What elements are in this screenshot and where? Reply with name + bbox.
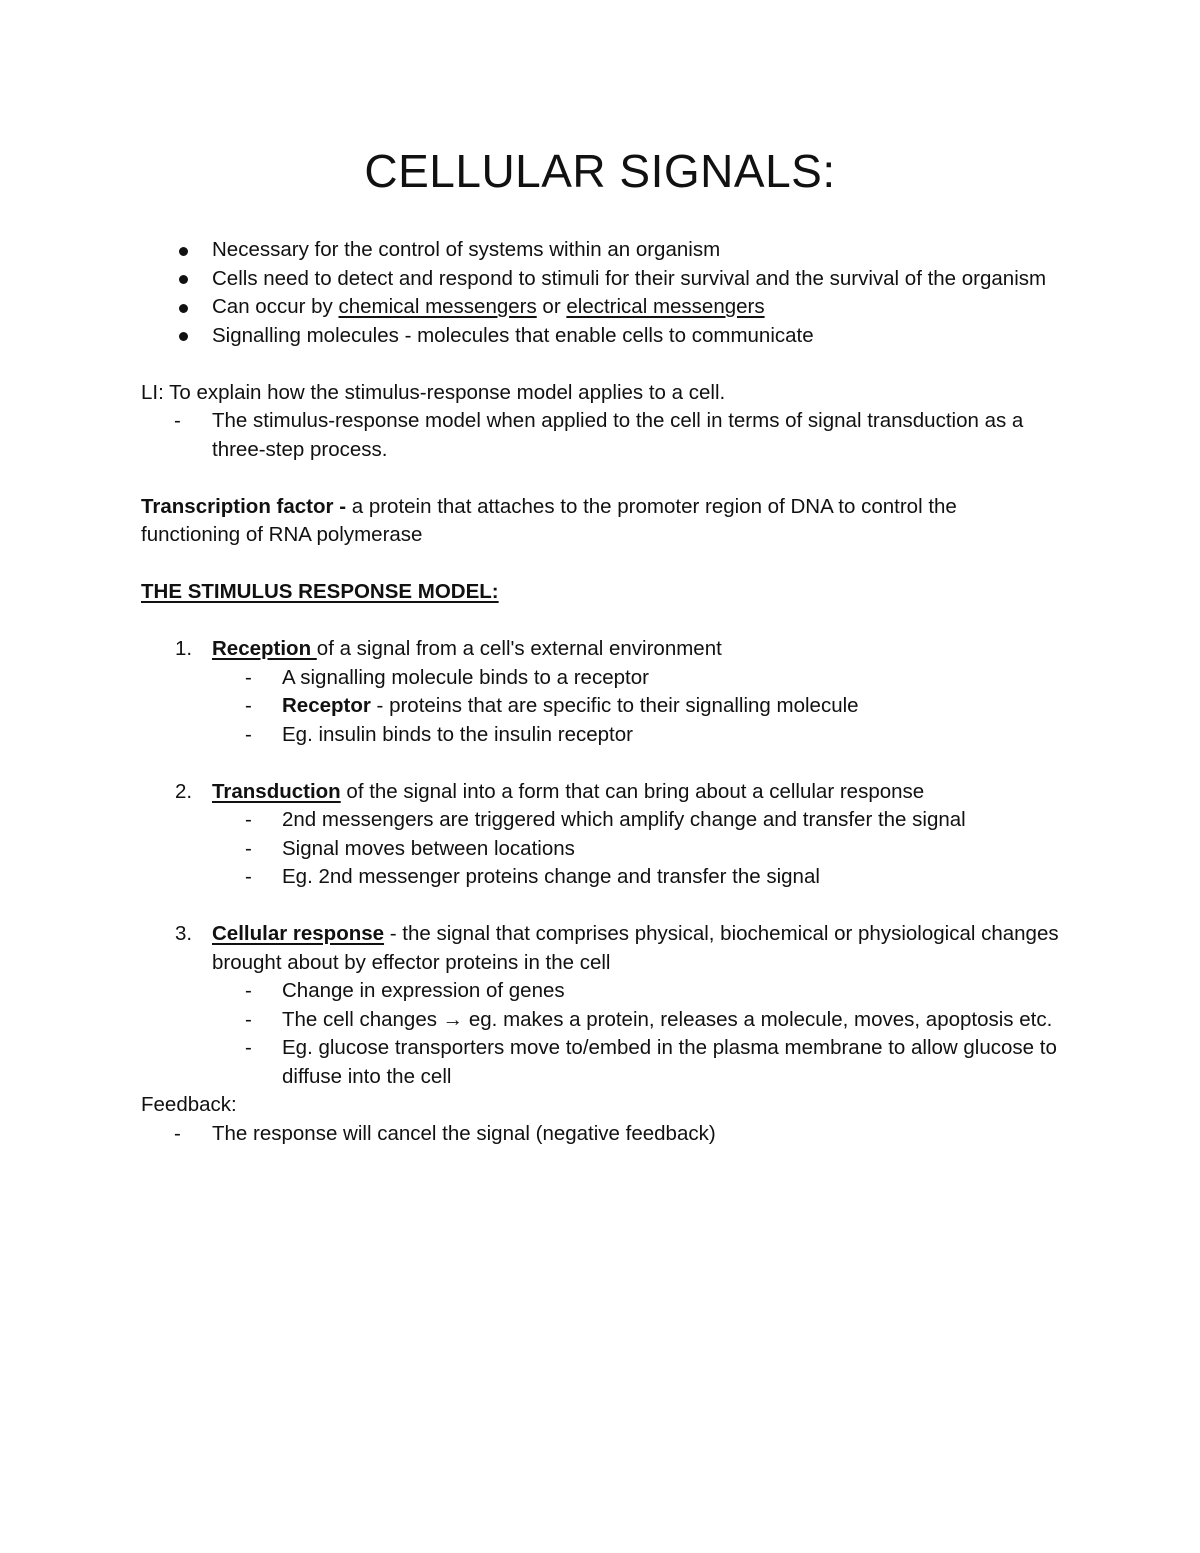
list-item: - The stimulus-response model when applied to the cell in terms of signal transduction as a three-step process. [174, 409, 1024, 461]
dash-marker: - [174, 409, 181, 432]
list-item: - Eg. glucose transporters move to/embed in the plasma membrane to allow glucose to diffuse into the cell [245, 1036, 1057, 1088]
section-heading: THE STIMULUS RESPONSE MODEL: [141, 580, 499, 603]
list-item: Necessary for the control of systems within an organism [141, 236, 1061, 265]
chemical-messengers-text: chemical messengers [338, 295, 537, 318]
document-body [141, 236, 1061, 1148]
receptor-term: Receptor [282, 694, 371, 717]
list-item: - The cell changes → eg. makes a protein, releases a molecule, moves, apoptosis etc. [245, 1007, 1053, 1031]
transduction-term: Transduction [212, 779, 341, 803]
list-item: - 2nd messengers are triggered which amplify change and transfer the signal [245, 808, 966, 831]
intro-bullet-list [141, 236, 1061, 350]
list-item: - Change in expression of genes [245, 979, 565, 1002]
list-item: - A signalling molecule binds to a receptor [245, 665, 649, 689]
list-item: - Receptor - proteins that are specific to their signalling molecule [245, 694, 859, 717]
learning-intention: LI: To explain how the stimulus-response model applies to a cell. [141, 380, 726, 404]
transduction-sublist [141, 806, 1061, 892]
cellular-response-sublist [141, 977, 1061, 1091]
step-reception: 1. Reception of a signal from a cell's external environment [175, 637, 722, 660]
transcription-factor-definition: Transcription factor - a protein that attaches to the promoter region of DNA to control the functioning of RNA polymerase [141, 494, 957, 546]
learning-intention-sublist [141, 407, 1061, 464]
reception-term: Reception [212, 637, 317, 660]
step-transduction: 2. Transduction of the signal into a form that can bring about a cellular response [175, 779, 925, 803]
list-item: - Signal moves between locations [245, 836, 575, 860]
feedback-label: Feedback: [141, 1093, 237, 1116]
list-item: - Eg. 2nd messenger proteins change and transfer the signal [245, 865, 820, 888]
step-cellular-response: 3. Cellular response - the signal that comprises physical, biochemical or physiological changes brought about by effector proteins in the cell [175, 922, 1059, 974]
bullet-dot-icon [179, 304, 188, 313]
bullet-dot-icon [179, 275, 188, 284]
page-title: CELLULAR SIGNALS: [364, 145, 836, 197]
list-item: - The response will cancel the signal (negative feedback) [174, 1121, 716, 1145]
feedback-sublist [141, 1120, 1061, 1149]
list-item: - Eg. insulin binds to the insulin receptor [245, 722, 633, 746]
electrical-messengers-text: electrical messengers [566, 295, 765, 318]
list-item: Signalling molecules - molecules that enable cells to communicate [141, 322, 1061, 351]
transcription-factor-term: Transcription factor - [141, 494, 347, 518]
bullet-dot-icon [179, 247, 188, 256]
bullet-dot-icon [179, 332, 188, 341]
reception-sublist [141, 664, 1061, 750]
list-item: Can occur by chemical messengers or electrical messengers [141, 293, 1061, 322]
list-item: Cells need to detect and respond to stimuli for their survival and the survival of the organism [141, 265, 1061, 294]
cellular-response-term: Cellular response [212, 922, 385, 945]
